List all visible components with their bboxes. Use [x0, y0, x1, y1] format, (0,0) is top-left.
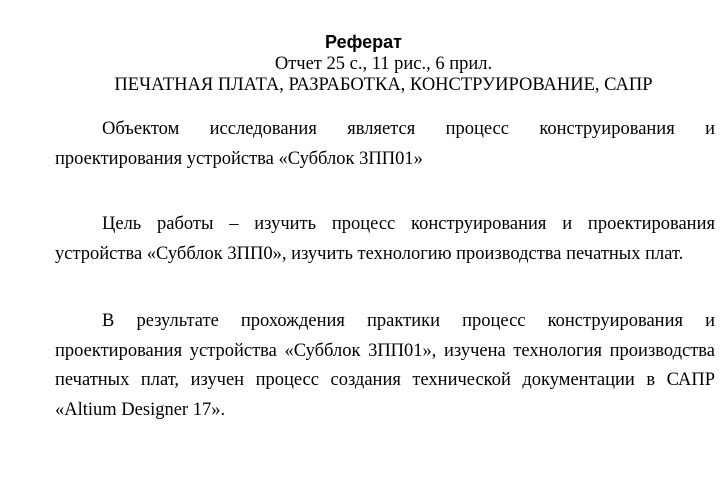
abstract-title: Реферат: [325, 32, 402, 52]
report-meta: Отчет 25 с., 11 рис., 6 прил.: [274, 54, 493, 74]
paragraph-object: Объектом исследования является процесс конструирования и проектирования устройства «Субблок 3ПП01»: [55, 119, 715, 169]
keywords-line: ПЕЧАТНАЯ ПЛАТА, РАЗРАБОТКА, КОНСТРУИРОВАНИЕ, САПР: [114, 75, 653, 95]
paragraph-result: В результате прохождения практики процесс конструирования и проектирования устройства «Субблок 3ПП01», изучена технология производства печатных плат, изучен процесс создания технической документации в САПР «Altium Designer 17».: [55, 311, 715, 420]
paragraph-goal: Цель работы – изучить процесс конструирования и проектирования устройства «Субблок 3ПП0», изучить технологию производства печатных плат.: [55, 214, 715, 264]
